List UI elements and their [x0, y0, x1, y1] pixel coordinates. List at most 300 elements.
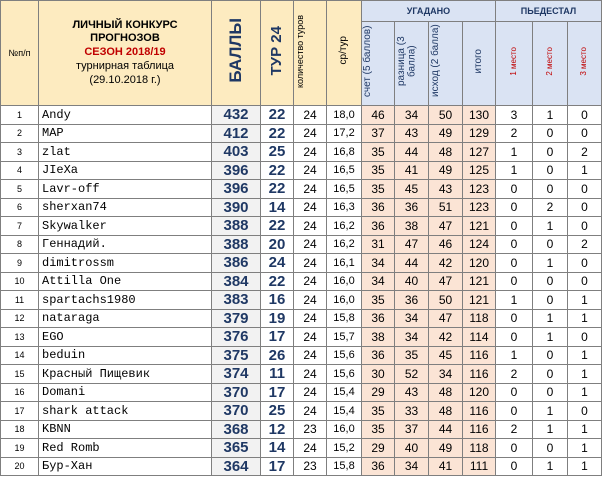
average-cell: 15,6 — [327, 365, 362, 384]
player-name: JIeXa — [39, 161, 212, 180]
tours-count-cell: 24 — [294, 143, 327, 162]
tours-count-cell: 24 — [294, 180, 327, 199]
tour-points-cell: 22 — [261, 161, 294, 180]
place3-cell: 1 — [568, 383, 602, 402]
place1-label: 1 место — [508, 46, 518, 76]
row-number: 3 — [1, 143, 39, 162]
place2-header — [533, 22, 568, 106]
place1-cell: 1 — [496, 346, 533, 365]
average-cell: 15,8 — [327, 457, 362, 476]
average-cell: 16,1 — [327, 254, 362, 273]
num-header: №п/п — [1, 1, 39, 106]
place2-cell: 1 — [533, 309, 568, 328]
place1-cell: 0 — [496, 309, 533, 328]
tour-points-cell: 17 — [261, 383, 294, 402]
outcome-guessed-cell: 41 — [429, 457, 463, 476]
place1-cell: 0 — [496, 217, 533, 236]
tour-points-cell: 14 — [261, 198, 294, 217]
total-guessed-cell: 121 — [463, 217, 496, 236]
outcome-label: исход (2 балла) — [429, 24, 441, 98]
score-guessed-cell: 36 — [362, 217, 395, 236]
row-number: 20 — [1, 457, 39, 476]
table-row — [1, 365, 602, 384]
place3-cell: 1 — [568, 309, 602, 328]
place1-cell: 1 — [496, 161, 533, 180]
place3-cell: 0 — [568, 198, 602, 217]
table-row — [1, 235, 602, 254]
score-guessed-cell: 31 — [362, 235, 395, 254]
table-row — [1, 457, 602, 476]
place2-cell: 0 — [533, 143, 568, 162]
player-name: shark attack — [39, 402, 212, 421]
place2-cell: 0 — [533, 235, 568, 254]
place3-cell: 0 — [568, 272, 602, 291]
table-row — [1, 272, 602, 291]
tour-points-cell: 16 — [261, 291, 294, 310]
score-guessed-cell: 29 — [362, 439, 395, 458]
average-cell: 16,2 — [327, 217, 362, 236]
place1-cell: 0 — [496, 457, 533, 476]
outcome-guessed-cell: 49 — [429, 124, 463, 143]
place3-label: 3 место — [579, 46, 589, 76]
outcome-guessed-cell: 50 — [429, 106, 463, 125]
diff-guessed-cell: 36 — [395, 291, 429, 310]
points-cell: 383 — [212, 291, 261, 310]
guessed-group-header: УГАДАНО — [362, 1, 496, 22]
average-cell: 15,7 — [327, 328, 362, 347]
total-guessed-cell: 125 — [463, 161, 496, 180]
diff-guessed-cell: 43 — [395, 383, 429, 402]
podium-group-header: ПЬЕДЕСТАЛ — [496, 1, 602, 22]
total-guessed-cell: 116 — [463, 420, 496, 439]
average-cell: 16,2 — [327, 235, 362, 254]
player-name: KBNN — [39, 420, 212, 439]
diff-guessed-cell: 44 — [395, 254, 429, 273]
tours-count-cell: 24 — [294, 254, 327, 273]
place3-header — [568, 22, 602, 106]
place2-cell: 2 — [533, 198, 568, 217]
outcome-guessed-cell: 34 — [429, 365, 463, 384]
place3-cell: 0 — [568, 180, 602, 199]
tours-count-header — [294, 1, 327, 106]
row-number: 4 — [1, 161, 39, 180]
place2-cell: 1 — [533, 254, 568, 273]
player-name: Attilla One — [39, 272, 212, 291]
outcome-guessed-cell: 47 — [429, 217, 463, 236]
table-row — [1, 124, 602, 143]
tours-count-cell: 24 — [294, 198, 327, 217]
place1-cell: 0 — [496, 198, 533, 217]
diff-guessed-cell: 52 — [395, 365, 429, 384]
average-cell: 16,0 — [327, 291, 362, 310]
diff-guessed-cell: 35 — [395, 346, 429, 365]
tour-points-cell: 17 — [261, 457, 294, 476]
average-cell: 18,0 — [327, 106, 362, 125]
tour-points-cell: 11 — [261, 365, 294, 384]
player-name: Красный Пищевик — [39, 365, 212, 384]
tours-count-cell: 24 — [294, 235, 327, 254]
points-cell: 396 — [212, 180, 261, 199]
average-cell: 16,5 — [327, 180, 362, 199]
total-guessed-cell: 121 — [463, 291, 496, 310]
player-name: Бур-Хан — [39, 457, 212, 476]
diff-guessed-cell: 33 — [395, 402, 429, 421]
place2-cell: 0 — [533, 161, 568, 180]
outcome-guessed-cell: 49 — [429, 161, 463, 180]
table-row — [1, 439, 602, 458]
tours-count-cell: 24 — [294, 272, 327, 291]
row-number: 5 — [1, 180, 39, 199]
points-header — [212, 1, 261, 106]
average-cell: 15,8 — [327, 309, 362, 328]
place3-cell: 0 — [568, 328, 602, 347]
table-row — [1, 254, 602, 273]
outcome-guessed-cell: 48 — [429, 143, 463, 162]
total-label: итого — [472, 48, 484, 74]
score-guessed-cell: 34 — [362, 254, 395, 273]
tour-points-cell: 24 — [261, 254, 294, 273]
tour-points-cell: 25 — [261, 143, 294, 162]
tours-count-cell: 24 — [294, 106, 327, 125]
place1-cell: 0 — [496, 439, 533, 458]
points-cell: 375 — [212, 346, 261, 365]
place1-cell: 0 — [496, 272, 533, 291]
place1-cell: 0 — [496, 402, 533, 421]
row-number: 15 — [1, 365, 39, 384]
place2-cell: 1 — [533, 217, 568, 236]
total-guessed-cell: 123 — [463, 180, 496, 199]
score-guessed-cell: 46 — [362, 106, 395, 125]
player-name: EGO — [39, 328, 212, 347]
diff-guessed-cell: 45 — [395, 180, 429, 199]
player-name: Domani — [39, 383, 212, 402]
tours-count-cell: 24 — [294, 309, 327, 328]
place2-cell: 0 — [533, 124, 568, 143]
place2-cell: 0 — [533, 439, 568, 458]
average-cell: 16,5 — [327, 161, 362, 180]
row-number: 10 — [1, 272, 39, 291]
outcome-guessed-cell: 43 — [429, 180, 463, 199]
score-guessed-cell: 36 — [362, 457, 395, 476]
place3-cell: 1 — [568, 365, 602, 384]
player-name: МАР — [39, 124, 212, 143]
table-row — [1, 106, 602, 125]
place3-cell: 2 — [568, 235, 602, 254]
place2-cell: 0 — [533, 346, 568, 365]
tour-points-cell: 12 — [261, 420, 294, 439]
points-cell: 403 — [212, 143, 261, 162]
row-number: 11 — [1, 291, 39, 310]
place3-cell: 0 — [568, 254, 602, 273]
tour-points-cell: 22 — [261, 180, 294, 199]
diff-guessed-cell: 44 — [395, 143, 429, 162]
place3-cell: 0 — [568, 217, 602, 236]
place2-cell: 0 — [533, 291, 568, 310]
table-row — [1, 346, 602, 365]
tours-count-cell: 24 — [294, 346, 327, 365]
place3-cell: 2 — [568, 143, 602, 162]
row-number: 18 — [1, 420, 39, 439]
score-guessed-cell: 36 — [362, 198, 395, 217]
score-guessed-cell: 36 — [362, 309, 395, 328]
outcome-guessed-cell: 51 — [429, 198, 463, 217]
total-guessed-cell: 130 — [463, 106, 496, 125]
total-guessed-cell: 123 — [463, 198, 496, 217]
average-label: ср/тур — [337, 36, 349, 65]
diff-label: разница (3 балла) — [395, 36, 417, 86]
points-cell: 379 — [212, 309, 261, 328]
total-guessed-cell: 116 — [463, 346, 496, 365]
tour-points-cell: 22 — [261, 217, 294, 236]
place2-cell: 0 — [533, 272, 568, 291]
score-header — [362, 22, 395, 106]
score-guessed-cell: 38 — [362, 328, 395, 347]
place3-cell: 0 — [568, 124, 602, 143]
player-name: beduin — [39, 346, 212, 365]
diff-guessed-cell: 40 — [395, 272, 429, 291]
total-guessed-cell: 111 — [463, 457, 496, 476]
score-guessed-cell: 29 — [362, 383, 395, 402]
score-guessed-cell: 35 — [362, 180, 395, 199]
total-guessed-cell: 118 — [463, 309, 496, 328]
outcome-guessed-cell: 48 — [429, 383, 463, 402]
points-header-label: БАЛЛЫ — [226, 18, 246, 83]
score-guessed-cell: 35 — [362, 402, 395, 421]
title-block — [39, 1, 212, 106]
place1-cell: 0 — [496, 235, 533, 254]
place2-label: 2 место — [544, 46, 554, 76]
place2-cell: 1 — [533, 420, 568, 439]
total-guessed-cell: 120 — [463, 383, 496, 402]
points-cell: 370 — [212, 383, 261, 402]
outcome-guessed-cell: 42 — [429, 328, 463, 347]
place3-cell: 1 — [568, 457, 602, 476]
average-cell: 16,0 — [327, 272, 362, 291]
score-guessed-cell: 35 — [362, 420, 395, 439]
tour-points-cell: 26 — [261, 346, 294, 365]
outcome-guessed-cell: 47 — [429, 272, 463, 291]
player-name: Skywalker — [39, 217, 212, 236]
total-guessed-cell: 124 — [463, 235, 496, 254]
place2-cell: 1 — [533, 106, 568, 125]
diff-header — [395, 22, 429, 106]
total-guessed-cell: 116 — [463, 365, 496, 384]
player-name: Red Romb — [39, 439, 212, 458]
total-guessed-cell: 114 — [463, 328, 496, 347]
tours-count-cell: 24 — [294, 402, 327, 421]
points-cell: 396 — [212, 161, 261, 180]
tour-points-cell: 22 — [261, 272, 294, 291]
table-row — [1, 143, 602, 162]
total-guessed-cell: 116 — [463, 402, 496, 421]
place2-cell: 0 — [533, 365, 568, 384]
row-number: 12 — [1, 309, 39, 328]
player-name: Геннадий. — [39, 235, 212, 254]
player-name: zlat — [39, 143, 212, 162]
tour-points-cell: 17 — [261, 328, 294, 347]
outcome-guessed-cell: 47 — [429, 309, 463, 328]
tours-count-cell: 23 — [294, 420, 327, 439]
score-label: счет (5 баллов) — [362, 25, 373, 97]
tour-points-cell: 22 — [261, 124, 294, 143]
points-cell: 374 — [212, 365, 261, 384]
place1-cell: 3 — [496, 106, 533, 125]
place1-cell: 0 — [496, 254, 533, 273]
total-guessed-cell: 121 — [463, 272, 496, 291]
total-guessed-cell: 127 — [463, 143, 496, 162]
diff-guessed-cell: 41 — [395, 161, 429, 180]
place1-cell: 1 — [496, 291, 533, 310]
row-number: 19 — [1, 439, 39, 458]
diff-guessed-cell: 40 — [395, 439, 429, 458]
score-guessed-cell: 34 — [362, 272, 395, 291]
row-number: 17 — [1, 402, 39, 421]
table-row — [1, 161, 602, 180]
row-number: 13 — [1, 328, 39, 347]
table-row — [1, 180, 602, 199]
place3-cell: 0 — [568, 402, 602, 421]
average-cell: 17,2 — [327, 124, 362, 143]
diff-guessed-cell: 43 — [395, 124, 429, 143]
row-number: 14 — [1, 346, 39, 365]
tours-count-cell: 24 — [294, 439, 327, 458]
tour-points-cell: 20 — [261, 235, 294, 254]
player-name: Lavr-off — [39, 180, 212, 199]
player-name: spartachs1980 — [39, 291, 212, 310]
diff-guessed-cell: 34 — [395, 309, 429, 328]
table-row — [1, 217, 602, 236]
tours-count-cell: 24 — [294, 217, 327, 236]
points-cell: 432 — [212, 106, 261, 125]
place1-cell: 1 — [496, 143, 533, 162]
points-cell: 412 — [212, 124, 261, 143]
title-line-1: ЛИЧНЫЙ КОНКУРС — [72, 18, 178, 31]
place3-cell: 1 — [568, 291, 602, 310]
place1-cell: 2 — [496, 420, 533, 439]
row-number: 8 — [1, 235, 39, 254]
player-name: nataraga — [39, 309, 212, 328]
row-number: 9 — [1, 254, 39, 273]
tours-count-cell: 24 — [294, 161, 327, 180]
row-number: 1 — [1, 106, 39, 125]
total-header — [463, 22, 496, 106]
tour-points-cell: 19 — [261, 309, 294, 328]
points-cell: 388 — [212, 217, 261, 236]
score-guessed-cell: 36 — [362, 346, 395, 365]
subtitle-line-1: турнирная таблица — [75, 59, 175, 72]
table-row — [1, 402, 602, 421]
place2-cell: 1 — [533, 457, 568, 476]
row-number: 16 — [1, 383, 39, 402]
title-line-2: ПРОГНОЗОВ — [90, 32, 160, 45]
tours-count-cell: 24 — [294, 383, 327, 402]
average-cell: 16,8 — [327, 143, 362, 162]
player-name: Andy — [39, 106, 212, 125]
score-guessed-cell: 30 — [362, 365, 395, 384]
diff-guessed-cell: 47 — [395, 235, 429, 254]
place3-cell: 1 — [568, 346, 602, 365]
diff-guessed-cell: 38 — [395, 217, 429, 236]
row-number: 2 — [1, 124, 39, 143]
average-cell: 15,6 — [327, 346, 362, 365]
score-guessed-cell: 37 — [362, 124, 395, 143]
diff-guessed-cell: 37 — [395, 420, 429, 439]
tour-points-cell: 14 — [261, 439, 294, 458]
player-name: sherxan74 — [39, 198, 212, 217]
table-row — [1, 309, 602, 328]
place3-cell: 1 — [568, 161, 602, 180]
points-cell: 365 — [212, 439, 261, 458]
place2-cell: 0 — [533, 383, 568, 402]
points-cell: 368 — [212, 420, 261, 439]
player-name: dimitrossm — [39, 254, 212, 273]
diff-guessed-cell: 34 — [395, 328, 429, 347]
diff-guessed-cell: 36 — [395, 198, 429, 217]
outcome-guessed-cell: 50 — [429, 291, 463, 310]
place3-cell: 1 — [568, 420, 602, 439]
table-row — [1, 291, 602, 310]
table-row — [1, 198, 602, 217]
average-cell: 16,3 — [327, 198, 362, 217]
score-guessed-cell: 35 — [362, 143, 395, 162]
place2-cell: 0 — [533, 180, 568, 199]
place1-cell: 0 — [496, 383, 533, 402]
place1-cell: 2 — [496, 365, 533, 384]
score-guessed-cell: 35 — [362, 291, 395, 310]
place2-cell: 1 — [533, 328, 568, 347]
points-cell: 376 — [212, 328, 261, 347]
tour-points-cell: 25 — [261, 402, 294, 421]
average-cell: 15,4 — [327, 402, 362, 421]
row-number: 7 — [1, 217, 39, 236]
total-guessed-cell: 129 — [463, 124, 496, 143]
tour-points-cell: 22 — [261, 106, 294, 125]
outcome-guessed-cell: 48 — [429, 402, 463, 421]
average-cell: 15,2 — [327, 439, 362, 458]
row-number: 6 — [1, 198, 39, 217]
points-cell: 390 — [212, 198, 261, 217]
total-guessed-cell: 118 — [463, 439, 496, 458]
place1-cell: 0 — [496, 328, 533, 347]
points-cell: 386 — [212, 254, 261, 273]
score-guessed-cell: 35 — [362, 161, 395, 180]
outcome-guessed-cell: 44 — [429, 420, 463, 439]
table-row — [1, 383, 602, 402]
outcome-guessed-cell: 42 — [429, 254, 463, 273]
place3-cell: 0 — [568, 106, 602, 125]
outcome-guessed-cell: 45 — [429, 346, 463, 365]
place1-header — [496, 22, 533, 106]
tours-count-cell: 24 — [294, 124, 327, 143]
tour-header — [261, 1, 294, 106]
place3-cell: 1 — [568, 439, 602, 458]
points-cell: 388 — [212, 235, 261, 254]
tours-count-cell: 23 — [294, 457, 327, 476]
season-label: СЕЗОН 2018/19 — [84, 46, 166, 59]
tours-count-cell: 24 — [294, 291, 327, 310]
outcome-header — [429, 22, 463, 106]
total-guessed-cell: 120 — [463, 254, 496, 273]
tours-count-cell: 24 — [294, 328, 327, 347]
subtitle-line-2: (29.10.2018 г.) — [89, 73, 161, 86]
place2-cell: 1 — [533, 402, 568, 421]
tours-count-label: количество туров — [295, 13, 305, 88]
points-cell: 370 — [212, 402, 261, 421]
points-cell: 364 — [212, 457, 261, 476]
diff-guessed-cell: 34 — [395, 106, 429, 125]
table-row — [1, 420, 602, 439]
average-header — [327, 1, 362, 106]
